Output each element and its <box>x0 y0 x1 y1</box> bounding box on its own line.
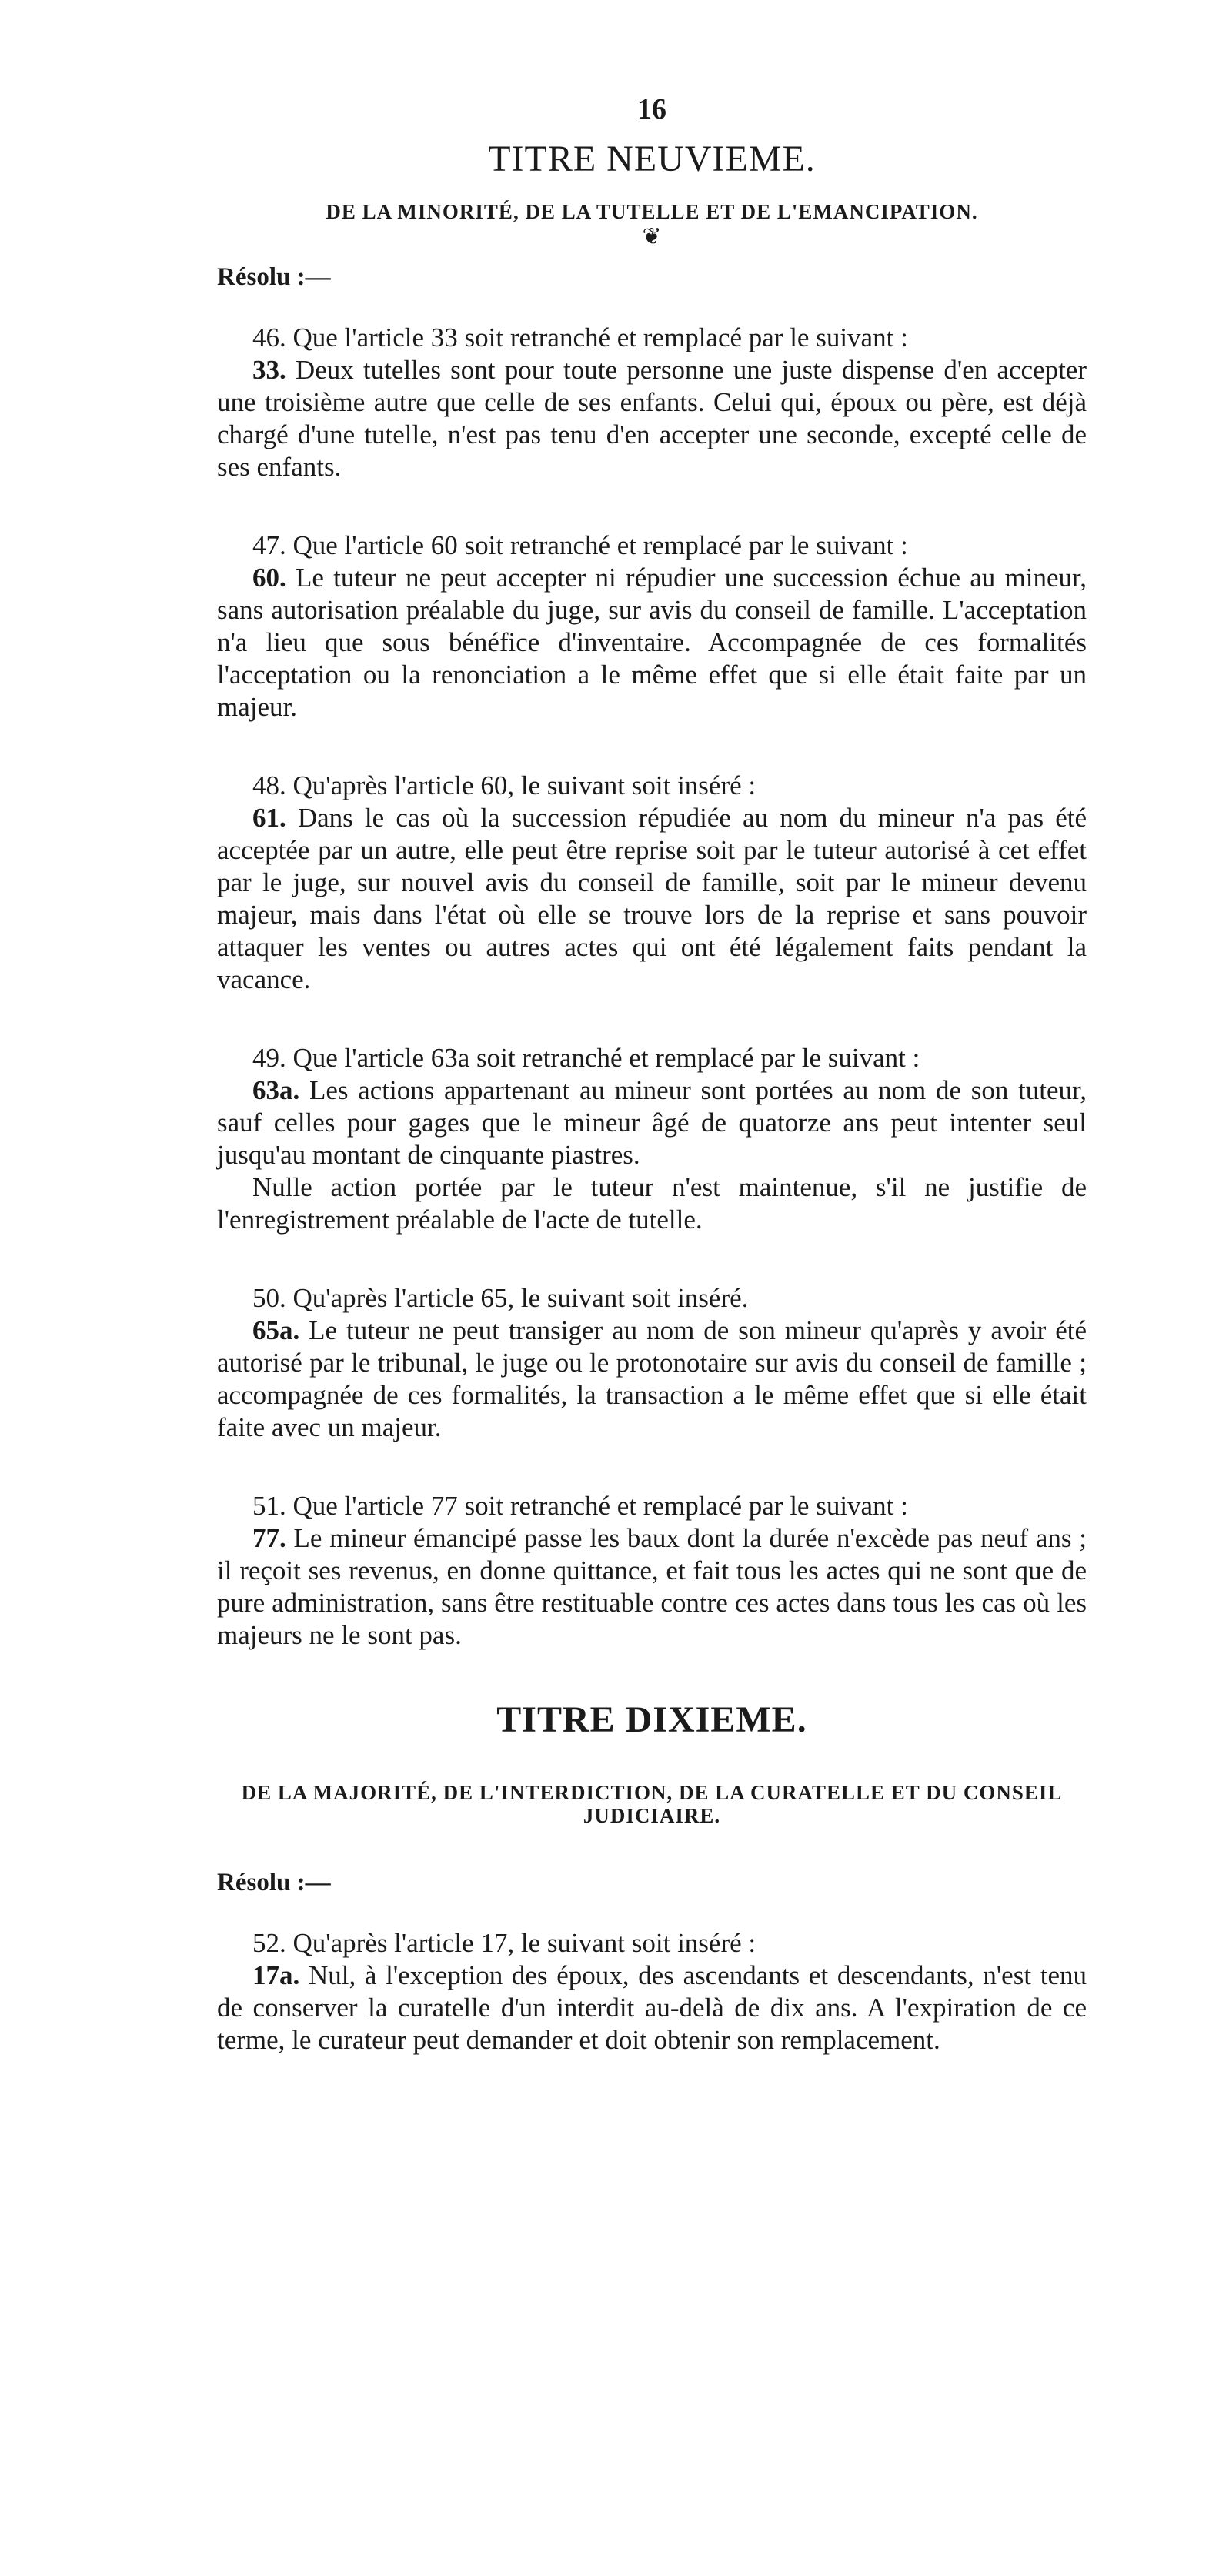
titre-neuvieme-subtitle: DE LA MINORITÉ, DE LA TUTELLE ET DE L'EMANCIPATION. <box>326 200 978 223</box>
article-text <box>217 1960 1087 2056</box>
titre-dixieme-subtitle: DE LA MAJORITÉ, DE L'INTERDICTION, DE LA CURATELLE ET DU CONSEIL JUDICIAIRE. <box>241 1781 1063 1827</box>
resolu-label: Résolu :— <box>217 263 331 291</box>
article-block-46 <box>217 322 1087 483</box>
article-block-51 <box>217 1490 1087 1652</box>
article-body: Le mineur émancipé passe les baux dont la durée n'excède pas neuf ans ; il reçoit ses revenus, en donne quittance, et fait tous les actes qui ne sont que de pure administration, sans être restituable contre ces actes dans tous les cas où les majeurs ne le sont pas. <box>217 1523 1087 1650</box>
article-number: 60. <box>252 563 286 593</box>
article-intro: 50. Qu'après l'article 65, le suivant soit inséré. <box>252 1283 749 1313</box>
article-text <box>217 1522 1087 1652</box>
ornament-icon: ❦ <box>642 224 662 249</box>
resolu-label: Résolu :— <box>217 1869 331 1896</box>
article-intro: 48. Qu'après l'article 60, le suivant soit inséré : <box>252 770 756 800</box>
article-body: Le tuteur ne peut accepter ni répudier une succession échue au mineur, sans autorisation préalable du juge, sur avis du conseil de famille. L'acceptation n'a lieu que sous bénéfice d'inventaire. Accompagnée de ces formalités l'acceptation ou la renonciation a le même effet que si elle était faite par un majeur. <box>217 563 1087 722</box>
titre-dixieme-heading: TITRE DIXIEME. <box>496 1699 807 1740</box>
article-block-49 <box>217 1042 1087 1236</box>
article-block-52 <box>217 1927 1087 2056</box>
page-number: 16 <box>637 93 666 125</box>
article-intro: 47. Que l'article 60 soit retranché et remplacé par le suivant : <box>252 530 908 560</box>
article-body: Dans le cas où la succession répudiée au nom du mineur n'a pas été acceptée par un autre, elle peut être reprise soit par le tuteur autorisé à cet effet par le juge, sur nouvel avis du conseil de famille, soit par le mineur devenu majeur, mais dans l'état où elle se trouve lors de la reprise et sans pouvoir attaquer les ventes ou autres actes qui ont été légalement faits pendant la vacance. <box>217 803 1087 994</box>
article-body: Nul, à l'exception des époux, des ascendants et descendants, n'est tenu de conserver la curatelle d'un interdit au-delà de dix ans. A l'expiration de ce terme, le curateur peut demander et doit obtenir son remplacement. <box>217 1960 1087 2055</box>
article-number: 61. <box>252 803 286 833</box>
titre-neuvieme-heading: TITRE NEUVIEME. <box>488 139 816 179</box>
article-block-48 <box>217 770 1087 996</box>
article-number: 17a. <box>252 1960 300 1990</box>
article-intro: 51. Que l'article 77 soit retranché et remplacé par le suivant : <box>252 1491 908 1521</box>
document-page <box>217 91 1087 2103</box>
article-text <box>217 1315 1087 1444</box>
article-intro: 46. Que l'article 33 soit retranché et remplacé par le suivant : <box>252 322 908 352</box>
article-block-47 <box>217 530 1087 723</box>
article-body: Deux tutelles sont pour toute personne une juste dispense d'en accepter une troisième autre que celle de ses enfants. Celui qui, époux ou père, est déjà chargé d'une tutelle, n'est pas tenu d'en accepter une seconde, excepté celle de ses enfants. <box>217 355 1087 482</box>
article-intro: 49. Que l'article 63a soit retranché et remplacé par le suivant : <box>252 1043 920 1073</box>
article-text <box>217 1074 1087 1171</box>
article-intro: 52. Qu'après l'article 17, le suivant soit inséré : <box>252 1928 756 1958</box>
article-number: 77. <box>252 1523 286 1553</box>
article-body: Le tuteur ne peut transiger au nom de son mineur qu'après y avoir été autorisé par le tribunal, le juge ou le protonotaire sur avis du conseil de famille ; accompagnée de ces formalités, la transaction a le même effet que si elle était faite avec un majeur. <box>217 1315 1087 1442</box>
article-number: 33. <box>252 355 286 385</box>
article-body: Les actions appartenant au mineur sont portées au nom de son tuteur, sauf celles pour gages que le mineur âgé de quatorze ans peut intenter seul jusqu'au montant de cinquante piastres. <box>217 1075 1087 1170</box>
article-extra-text: Nulle action portée par le tuteur n'est maintenue, s'il ne justifie de l'enregistrement préalable de l'acte de tutelle. <box>217 1172 1087 1235</box>
article-text <box>217 562 1087 723</box>
article-number: 63a. <box>252 1075 300 1105</box>
article-block-50 <box>217 1282 1087 1444</box>
article-number: 65a. <box>252 1315 300 1345</box>
article-text <box>217 802 1087 996</box>
article-text <box>217 354 1087 483</box>
